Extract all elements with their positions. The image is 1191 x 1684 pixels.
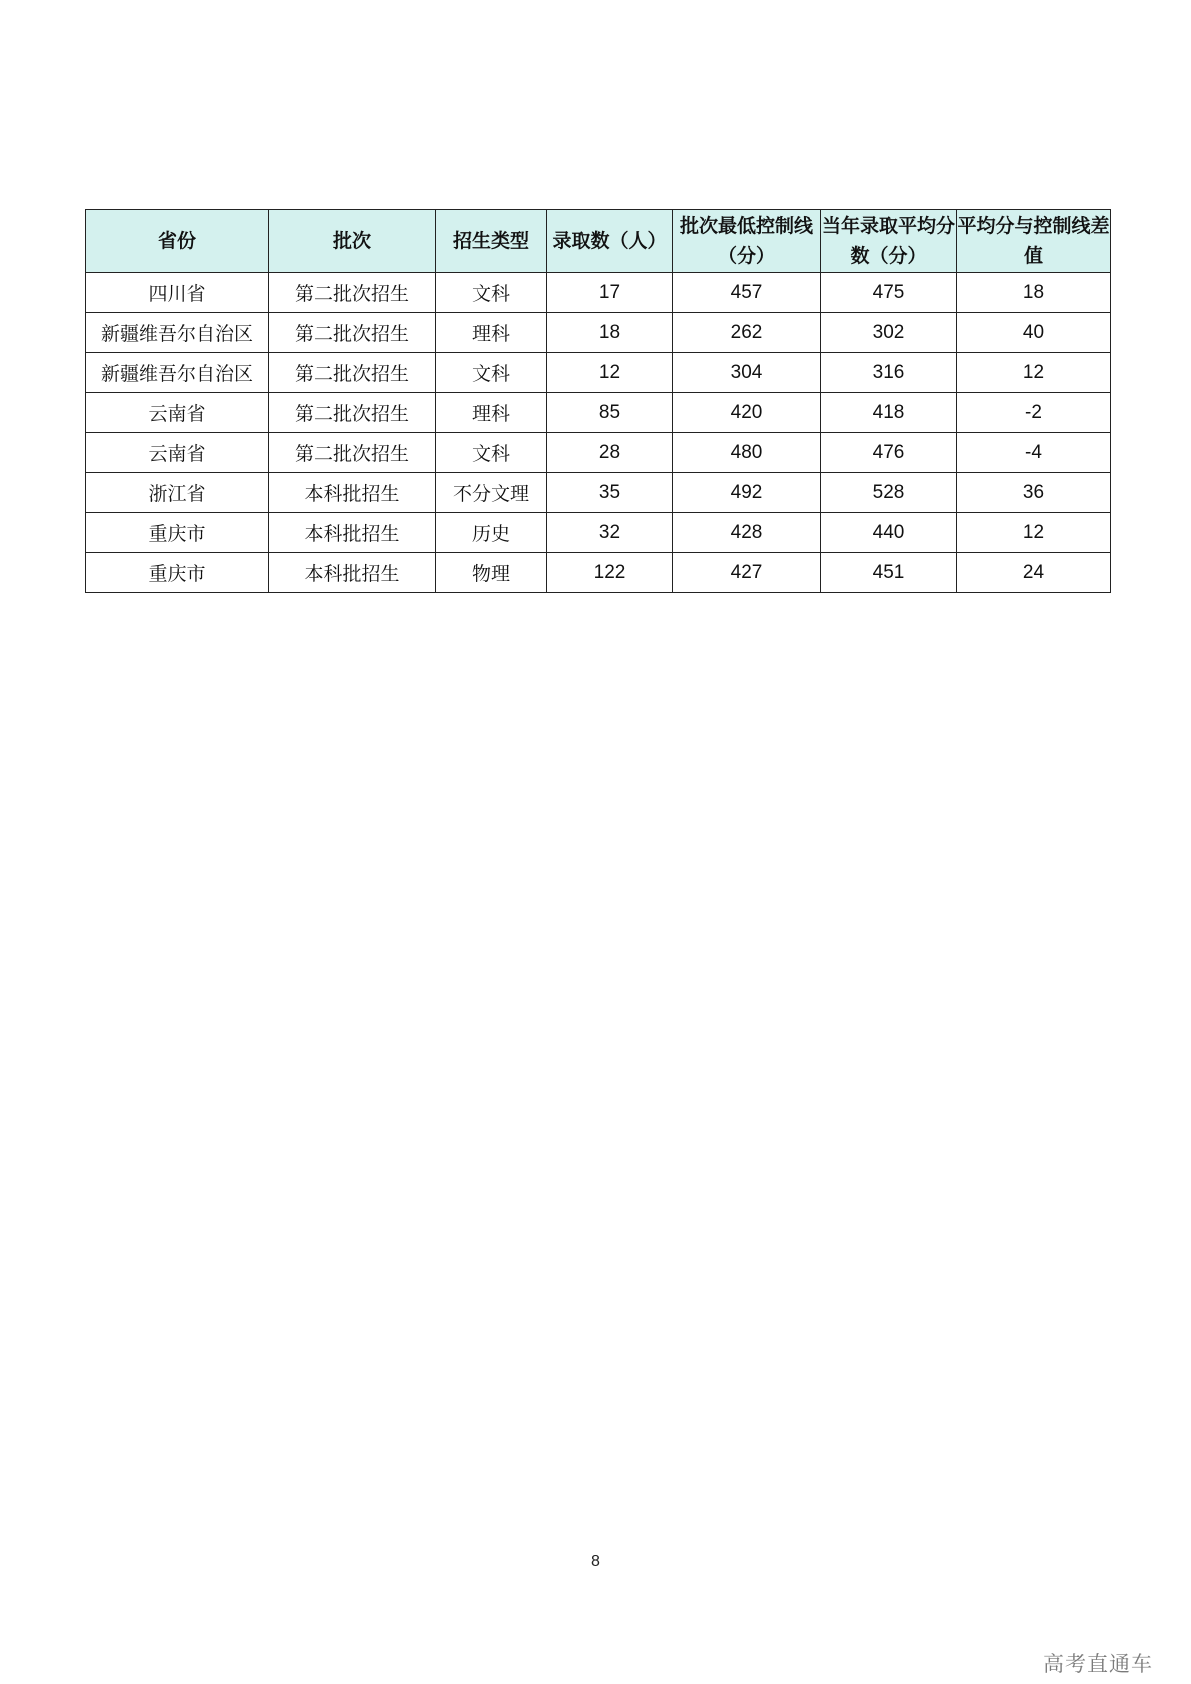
cell-difference: 36 <box>957 473 1111 513</box>
cell-province: 云南省 <box>86 393 269 433</box>
table-row <box>86 513 1111 553</box>
header-admitted-count: 录取数（人） <box>547 210 673 273</box>
cell-batch: 本科批招生 <box>269 513 436 553</box>
table-row <box>86 353 1111 393</box>
cell-average-score: 476 <box>821 433 957 473</box>
cell-average-score: 451 <box>821 553 957 593</box>
watermark-text: 高考直通车 <box>1043 1652 1153 1676</box>
cell-difference: -4 <box>957 433 1111 473</box>
cell-province: 新疆维吾尔自治区 <box>86 353 269 393</box>
cell-type: 文科 <box>436 273 547 313</box>
page-number: 8 <box>591 1553 600 1570</box>
table-row <box>86 313 1111 353</box>
cell-type: 文科 <box>436 433 547 473</box>
cell-batch: 本科批招生 <box>269 553 436 593</box>
table-row <box>86 473 1111 513</box>
cell-admitted: 32 <box>547 513 673 553</box>
cell-type: 文科 <box>436 353 547 393</box>
cell-min-line: 480 <box>673 433 821 473</box>
cell-admitted: 35 <box>547 473 673 513</box>
cell-min-line: 428 <box>673 513 821 553</box>
cell-admitted: 12 <box>547 353 673 393</box>
cell-difference: 18 <box>957 273 1111 313</box>
header-enrollment-type: 招生类型 <box>436 210 547 273</box>
cell-batch: 本科批招生 <box>269 473 436 513</box>
admission-score-table <box>85 209 1111 593</box>
cell-province: 四川省 <box>86 273 269 313</box>
table-row <box>86 393 1111 433</box>
cell-difference: 40 <box>957 313 1111 353</box>
header-average-score: 当年录取平均分数（分） <box>821 210 957 273</box>
cell-batch: 第二批次招生 <box>269 433 436 473</box>
table-row <box>86 553 1111 593</box>
cell-batch: 第二批次招生 <box>269 313 436 353</box>
cell-admitted: 85 <box>547 393 673 433</box>
cell-admitted: 122 <box>547 553 673 593</box>
cell-difference: 12 <box>957 513 1111 553</box>
cell-min-line: 420 <box>673 393 821 433</box>
header-batch: 批次 <box>269 210 436 273</box>
cell-province: 重庆市 <box>86 553 269 593</box>
cell-admitted: 28 <box>547 433 673 473</box>
cell-difference: 12 <box>957 353 1111 393</box>
cell-average-score: 475 <box>821 273 957 313</box>
cell-difference: 24 <box>957 553 1111 593</box>
cell-average-score: 528 <box>821 473 957 513</box>
cell-batch: 第二批次招生 <box>269 273 436 313</box>
table-header-row <box>86 210 1111 273</box>
cell-province: 新疆维吾尔自治区 <box>86 313 269 353</box>
cell-batch: 第二批次招生 <box>269 353 436 393</box>
cell-type: 不分文理 <box>436 473 547 513</box>
cell-average-score: 418 <box>821 393 957 433</box>
cell-average-score: 302 <box>821 313 957 353</box>
header-score-difference: 平均分与控制线差值 <box>957 210 1111 273</box>
cell-difference: -2 <box>957 393 1111 433</box>
cell-type: 理科 <box>436 313 547 353</box>
cell-type: 理科 <box>436 393 547 433</box>
cell-type: 物理 <box>436 553 547 593</box>
cell-average-score: 316 <box>821 353 957 393</box>
cell-admitted: 17 <box>547 273 673 313</box>
cell-min-line: 457 <box>673 273 821 313</box>
header-province: 省份 <box>86 210 269 273</box>
cell-min-line: 427 <box>673 553 821 593</box>
cell-province: 云南省 <box>86 433 269 473</box>
cell-province: 浙江省 <box>86 473 269 513</box>
cell-type: 历史 <box>436 513 547 553</box>
cell-batch: 第二批次招生 <box>269 393 436 433</box>
cell-min-line: 492 <box>673 473 821 513</box>
table-row <box>86 273 1111 313</box>
cell-min-line: 304 <box>673 353 821 393</box>
cell-min-line: 262 <box>673 313 821 353</box>
header-batch-min-line: 批次最低控制线（分） <box>673 210 821 273</box>
cell-average-score: 440 <box>821 513 957 553</box>
cell-admitted: 18 <box>547 313 673 353</box>
cell-province: 重庆市 <box>86 513 269 553</box>
table-row <box>86 433 1111 473</box>
